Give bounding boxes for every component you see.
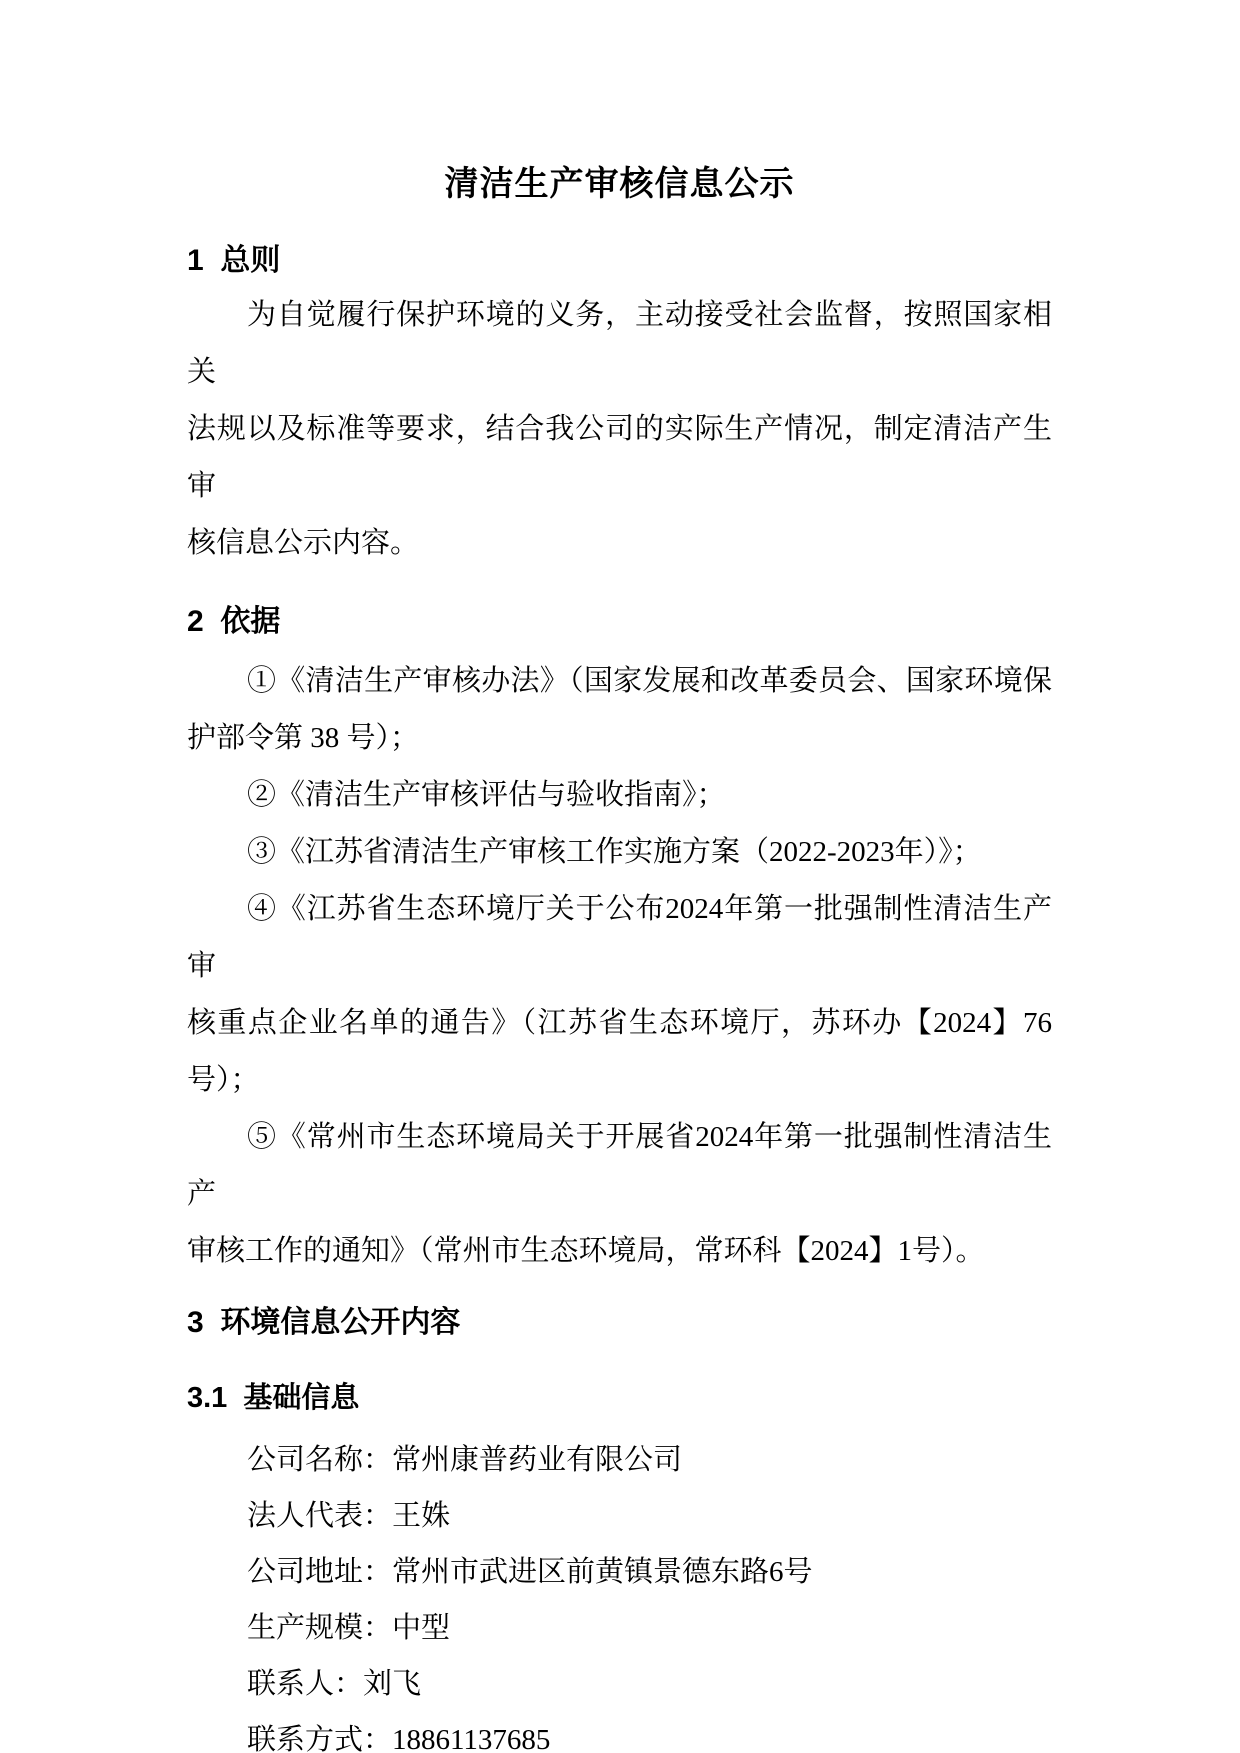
heading-basic-info: 3.1 基础信息: [187, 1382, 360, 1414]
company-address-line: 公司地址：常州市武进区前黄镇景德东路6号: [247, 1556, 813, 1588]
basis-item-line: 审核工作的通知》（常州市生态环境局，常环科【2024】1号）。: [187, 1235, 985, 1267]
contact-number-line: 联系方式：18861137685: [247, 1724, 551, 1753]
basis-item-line: ②《清洁生产审核评估与验收指南》；: [247, 779, 726, 811]
contact-person-line: 联系人：刘飞: [247, 1668, 422, 1700]
basis-item-line: 核重点企业名单的通告》（江苏省生态环境厅，苏环办【2024】76: [187, 1007, 1052, 1039]
text-line: 核信息公示内容。: [187, 527, 420, 559]
basis-item-line: ①《清洁生产审核办法》（国家发展和改革委员会、国家环境保: [247, 665, 1052, 697]
heading-basis: 2 依据: [187, 605, 281, 638]
text-line: 法规以及标准等要求，结合我公司的实际生产情况，制定清洁产生审: [187, 413, 1052, 502]
basic-info-list: [187, 1432, 1052, 1753]
company-name-line: 公司名称：常州康普药业有限公司: [247, 1444, 683, 1476]
legal-representative-line: 法人代表：王姝: [247, 1500, 451, 1532]
document-title: 清洁生产审核信息公示: [444, 165, 795, 203]
basis-item-line: ③《江苏省清洁生产审核工作实施方案（2022-2023年）》；: [247, 836, 982, 868]
basis-item-line: 护部令第 38 号）；: [187, 722, 420, 754]
production-scale-line: 生产规模：中型: [247, 1612, 451, 1644]
basis-list: [187, 653, 1052, 1280]
heading-disclosure-content: 3 环境信息公开内容: [187, 1306, 461, 1339]
paragraph-general-principles: [187, 287, 1052, 572]
text-line: 为自觉履行保护环境的义务，主动接受社会监督，按照国家相关: [187, 299, 1052, 388]
basis-item-line: 号）；: [187, 1064, 260, 1096]
basis-item-line: ④《江苏省生态环境厅关于公布2024年第一批强制性清洁生产审: [187, 893, 1052, 982]
heading-general-principles: 1 总则: [187, 244, 281, 277]
basis-item-line: ⑤《常州市生态环境局关于开展省2024年第一批强制性清洁生产: [187, 1121, 1052, 1210]
